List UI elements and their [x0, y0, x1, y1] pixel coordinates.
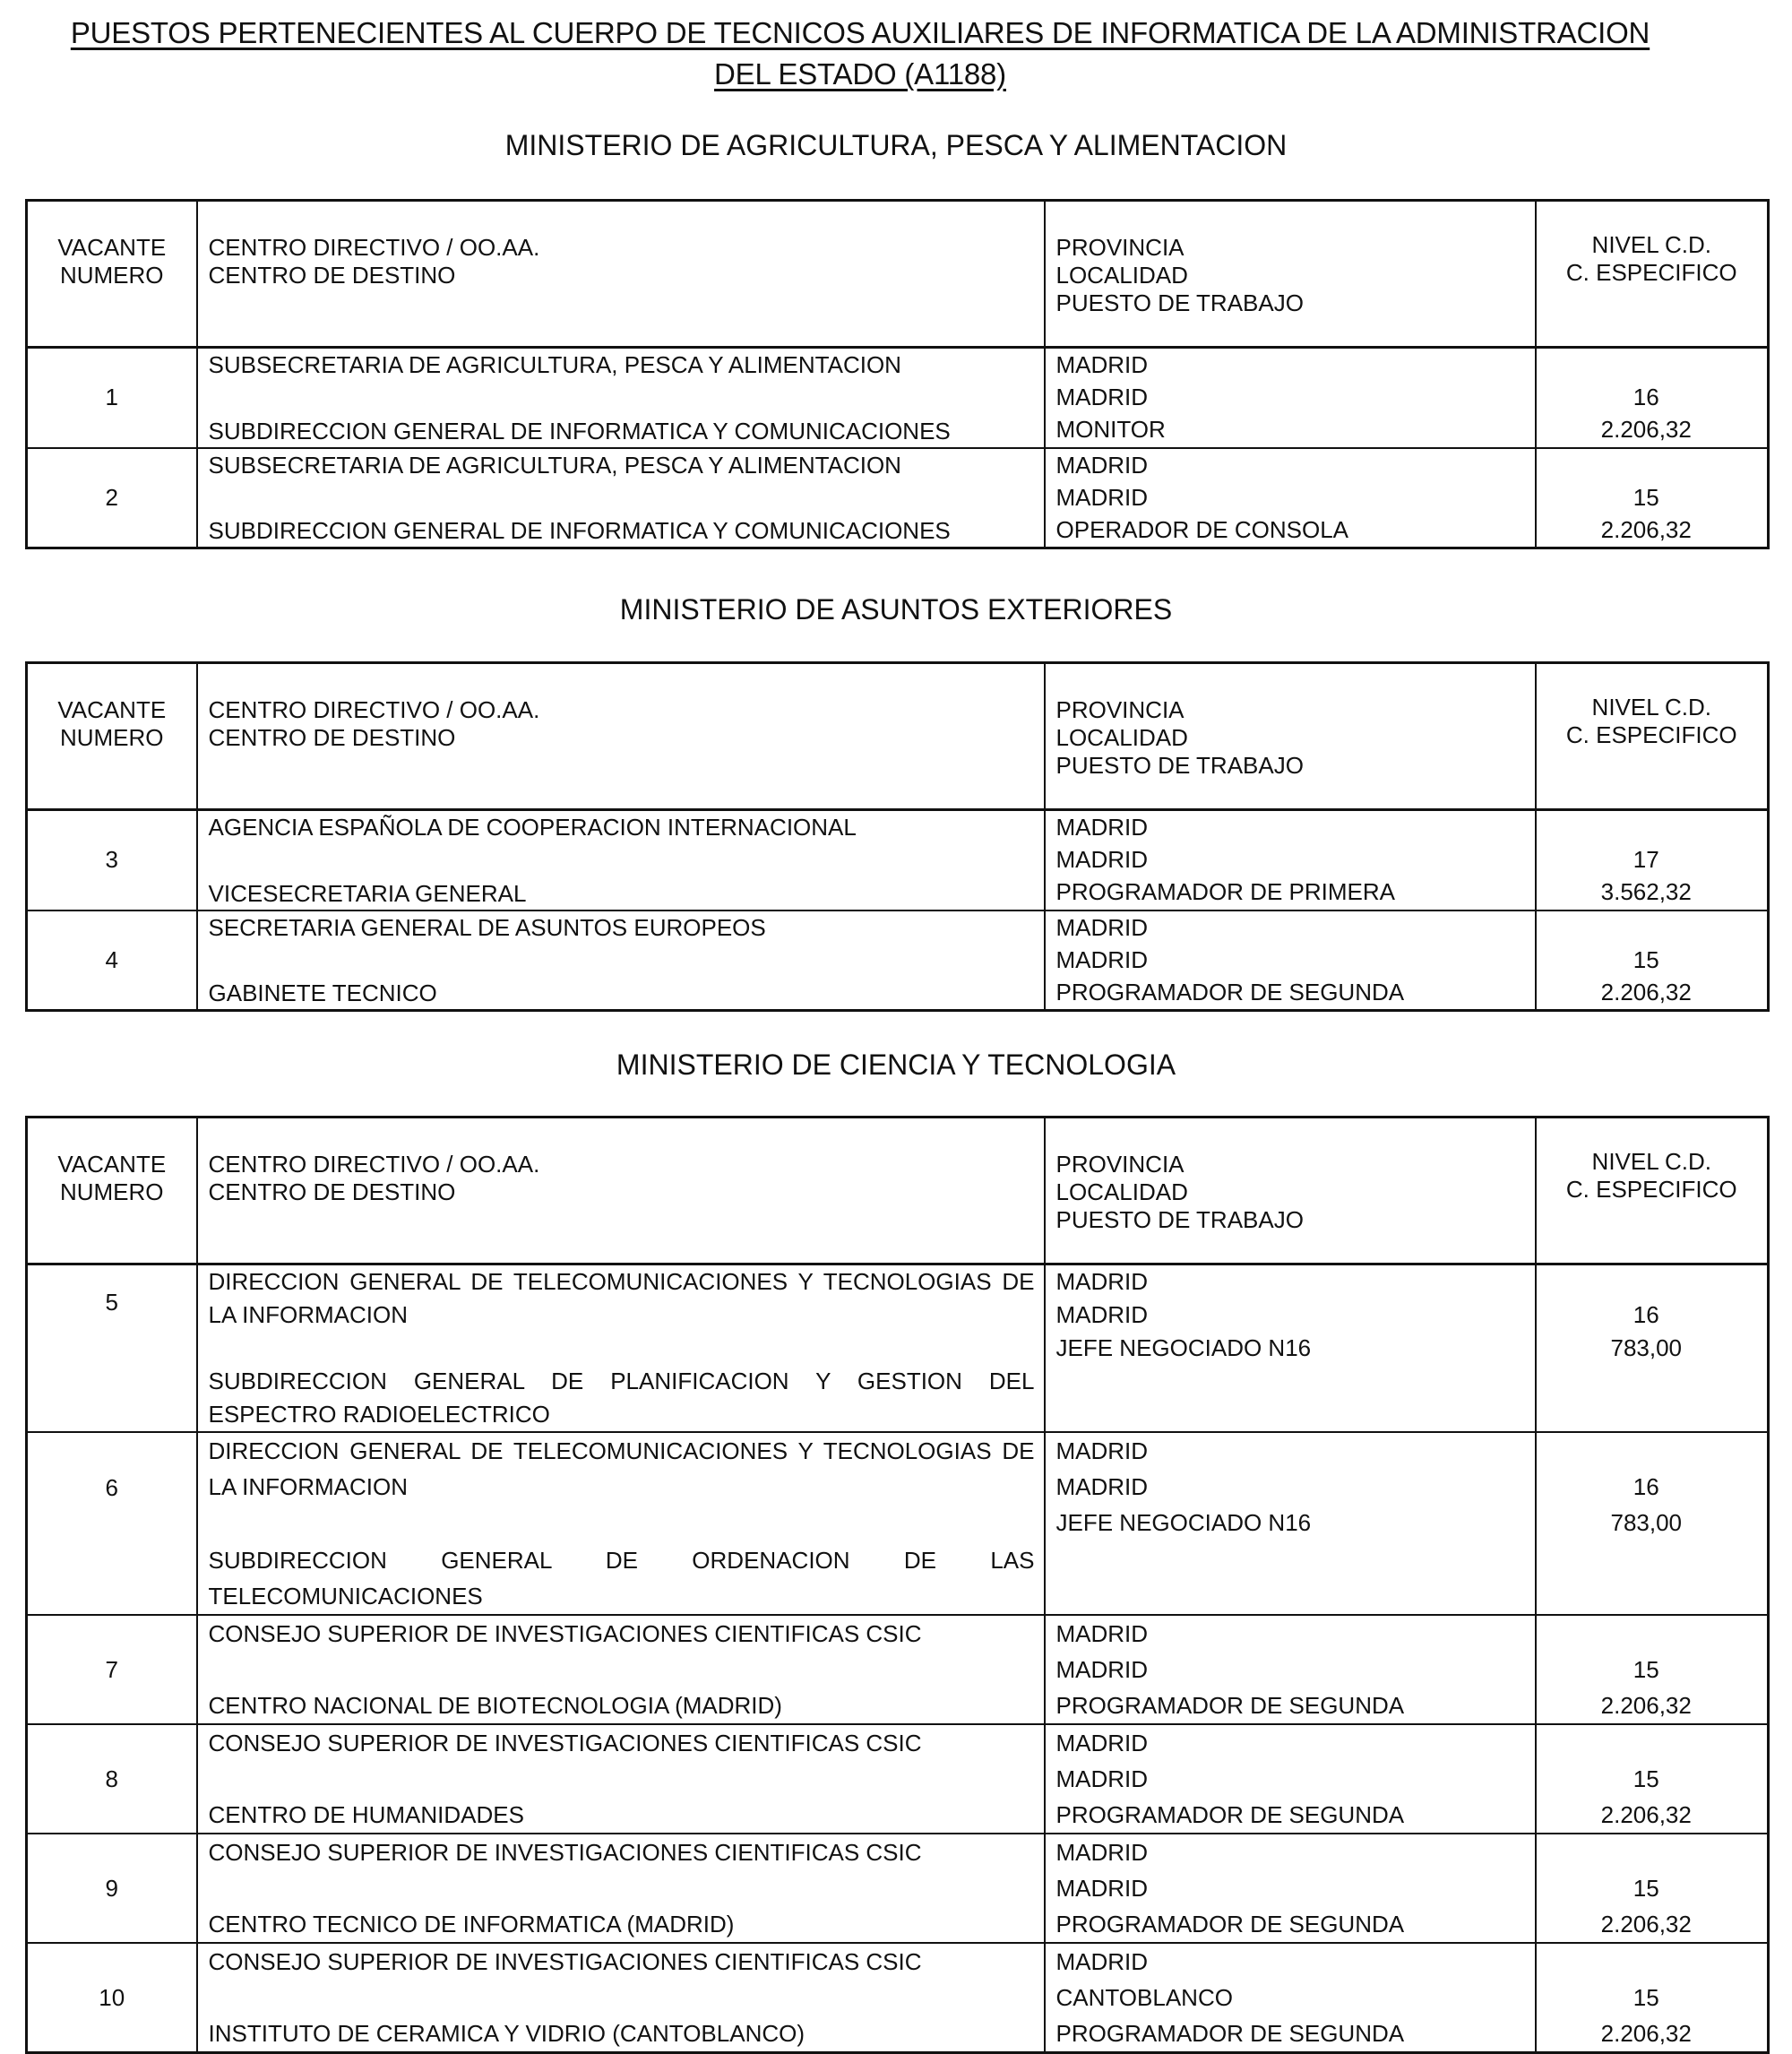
nivel-cell [1536, 1432, 1769, 1615]
table-row [27, 348, 1769, 448]
header-provincia: PROVINCIA LOCALIDAD PUESTO DE TRABAJO [1045, 201, 1536, 348]
centro-destino: VICESECRETARIA GENERAL [208, 879, 527, 907]
centro-directivo: SUBSECRETARIA DE AGRICULTURA, PESCA Y ALIMENTACION [208, 451, 901, 479]
ministry-heading: MINISTERIO DE CIENCIA Y TECNOLOGIA [616, 1049, 1176, 1081]
nivel-cell [1536, 810, 1769, 910]
centro-cell [197, 1432, 1045, 1615]
header-nivel: NIVEL C.D. C. ESPECIFICO [1536, 663, 1769, 810]
provincia: MADRID [1055, 814, 1149, 841]
provincia-cell [1045, 1432, 1536, 1615]
nivel-cd: 17 [1633, 846, 1659, 873]
header-vacante: VACANTE NUMERO [27, 1118, 197, 1264]
complemento-especifico: 2.206,32 [1600, 1911, 1692, 1937]
nivel-cell [1536, 448, 1769, 548]
header-centro: CENTRO DIRECTIVO / OO.AA. CENTRO DE DESTINO [197, 663, 1045, 810]
vacante-numero: 9 [27, 1834, 197, 1943]
provincia-cell [1045, 1724, 1536, 1834]
ministry-heading: MINISTERIO DE ASUNTOS EXTERIORES [619, 593, 1173, 626]
table-row [27, 1264, 1769, 1433]
centro-destino: INSTITUTO DE CERAMICA Y VIDRIO (CANTOBLANCO) [208, 2020, 806, 2047]
table-row [27, 1432, 1769, 1615]
provincia-cell [1045, 1264, 1536, 1433]
puesto-trabajo: PROGRAMADOR DE SEGUNDA [1055, 1692, 1405, 1719]
vacancies-table-agricultura [25, 199, 1770, 549]
puesto-trabajo: PROGRAMADOR DE SEGUNDA [1055, 2020, 1405, 2047]
complemento-especifico: 2.206,32 [1600, 1692, 1692, 1719]
centro-cell [197, 1724, 1045, 1834]
nivel-cd: 15 [1633, 1765, 1659, 1792]
document-title [36, 13, 1684, 95]
nivel-cd: 15 [1633, 945, 1659, 973]
centro-cell [197, 810, 1045, 910]
table-header-row [27, 201, 1769, 348]
puesto-trabajo: JEFE NEGOCIADO N16 [1055, 1509, 1312, 1536]
puesto-trabajo: PROGRAMADOR DE PRIMERA [1055, 878, 1395, 905]
provincia-cell [1045, 1615, 1536, 1724]
complemento-especifico: 783,00 [1610, 1509, 1683, 1536]
complemento-especifico: 2.206,32 [1600, 978, 1692, 1005]
table-header-row [27, 663, 1769, 810]
nivel-cd: 15 [1633, 1984, 1659, 2011]
provincia: MADRID [1055, 1620, 1149, 1647]
provincia: MADRID [1055, 1730, 1149, 1756]
centro-directivo: SUBSECRETARIA DE AGRICULTURA, PESCA Y ALIMENTACION [208, 351, 901, 378]
centro-directivo-cont: LA INFORMACION [208, 1473, 408, 1500]
nivel-cell [1536, 1834, 1769, 1943]
header-centro: CENTRO DIRECTIVO / OO.AA. CENTRO DE DESTINO [197, 201, 1045, 348]
centro-directivo: DIRECCION GENERAL DE TELECOMUNICACIONES Y TECNOLOGIAS DE [208, 1437, 1035, 1464]
nivel-cell [1536, 1943, 1769, 2053]
centro-cell [197, 448, 1045, 548]
localidad: MADRID [1055, 1473, 1149, 1500]
vacante-numero: 4 [27, 910, 197, 1011]
table-row [27, 1615, 1769, 1724]
centro-destino: SUBDIRECCION GENERAL DE ORDENACION DE LAS [208, 1547, 1035, 1574]
centro-cell [197, 910, 1045, 1011]
provincia: MADRID [1055, 1268, 1149, 1295]
centro-directivo: DIRECCION GENERAL DE TELECOMUNICACIONES Y TECNOLOGIAS DE [208, 1268, 1035, 1295]
centro-directivo: CONSEJO SUPERIOR DE INVESTIGACIONES CIENTIFICAS CSIC [208, 1730, 922, 1756]
centro-destino: GABINETE TECNICO [208, 980, 437, 1006]
centro-destino: CENTRO TECNICO DE INFORMATICA (MADRID) [208, 1911, 735, 1937]
localidad: MADRID [1055, 384, 1149, 410]
complemento-especifico: 2.206,32 [1600, 416, 1692, 443]
puesto-trabajo: JEFE NEGOCIADO N16 [1055, 1334, 1312, 1361]
centro-destino: SUBDIRECCION GENERAL DE INFORMATICA Y COMUNICACIONES [208, 417, 951, 444]
localidad: MADRID [1055, 1875, 1149, 1902]
centro-directivo: SECRETARIA GENERAL DE ASUNTOS EUROPEOS [208, 913, 766, 941]
provincia: MADRID [1055, 451, 1149, 479]
header-provincia: PROVINCIA LOCALIDAD PUESTO DE TRABAJO [1045, 1118, 1536, 1264]
centro-directivo: CONSEJO SUPERIOR DE INVESTIGACIONES CIENTIFICAS CSIC [208, 1948, 922, 1975]
centro-directivo: AGENCIA ESPAÑOLA DE COOPERACION INTERNACIONAL [208, 814, 857, 841]
puesto-trabajo: PROGRAMADOR DE SEGUNDA [1055, 1911, 1405, 1937]
provincia-cell [1045, 1943, 1536, 2053]
localidad: CANTOBLANCO [1055, 1984, 1233, 2011]
table-row [27, 1943, 1769, 2053]
table-row [27, 1724, 1769, 1834]
vacante-numero: 3 [27, 810, 197, 910]
vacante-numero: 8 [27, 1724, 197, 1834]
nivel-cell [1536, 910, 1769, 1011]
table-row [27, 448, 1769, 548]
centro-destino-cont: TELECOMUNICACIONES [208, 1583, 483, 1610]
puesto-trabajo: OPERADOR DE CONSOLA [1055, 515, 1349, 543]
nivel-cd: 16 [1633, 384, 1659, 410]
vacancies-table-exteriores [25, 661, 1770, 1012]
centro-destino: SUBDIRECCION GENERAL DE INFORMATICA Y COMUNICACIONES [208, 517, 951, 544]
nivel-cd: 16 [1633, 1301, 1659, 1328]
nivel-cd: 15 [1633, 1656, 1659, 1683]
complemento-especifico: 2.206,32 [1600, 1801, 1692, 1828]
provincia-cell [1045, 1834, 1536, 1943]
centro-cell [197, 348, 1045, 448]
provincia: MADRID [1055, 351, 1149, 378]
centro-cell [197, 1615, 1045, 1724]
centro-directivo: CONSEJO SUPERIOR DE INVESTIGACIONES CIENTIFICAS CSIC [208, 1839, 922, 1866]
header-centro: CENTRO DIRECTIVO / OO.AA. CENTRO DE DESTINO [197, 1118, 1045, 1264]
vacancies-table-ciencia [25, 1116, 1770, 2054]
vacante-numero: 1 [27, 348, 197, 448]
vacante-numero: 5 [27, 1264, 197, 1433]
document-title-line-1: PUESTOS PERTENECIENTES AL CUERPO DE TECNICOS AUXILIARES DE INFORMATICA DE LA ADMINISTRACION [70, 16, 1650, 49]
vacante-numero: 6 [27, 1432, 197, 1615]
vacante-numero: 10 [27, 1943, 197, 2053]
nivel-cell [1536, 348, 1769, 448]
puesto-trabajo: PROGRAMADOR DE SEGUNDA [1055, 978, 1405, 1005]
table-row [27, 910, 1769, 1011]
puesto-trabajo: MONITOR [1055, 416, 1166, 443]
centro-cell [197, 1264, 1045, 1433]
provincia-cell [1045, 810, 1536, 910]
vacante-numero: 2 [27, 448, 197, 548]
vacante-numero: 7 [27, 1615, 197, 1724]
table-header-row [27, 1118, 1769, 1264]
table-row [27, 810, 1769, 910]
provincia-cell [1045, 348, 1536, 448]
centro-cell [197, 1834, 1045, 1943]
nivel-cd: 16 [1633, 1473, 1659, 1500]
centro-cell [197, 1943, 1045, 2053]
centro-directivo-cont: LA INFORMACION [208, 1301, 408, 1328]
puesto-trabajo: PROGRAMADOR DE SEGUNDA [1055, 1801, 1405, 1828]
centro-destino-cont: ESPECTRO RADIOELECTRICO [208, 1401, 550, 1428]
header-nivel: NIVEL C.D. C. ESPECIFICO [1536, 1118, 1769, 1264]
nivel-cell [1536, 1615, 1769, 1724]
document-title-line-2: DEL ESTADO (A1188) [714, 57, 1006, 91]
complemento-especifico: 3.562,32 [1600, 878, 1692, 905]
complemento-especifico: 2.206,32 [1600, 2020, 1692, 2047]
header-nivel: NIVEL C.D. C. ESPECIFICO [1536, 201, 1769, 348]
provincia-cell [1045, 910, 1536, 1011]
table-row [27, 1834, 1769, 1943]
localidad: MADRID [1055, 1301, 1149, 1328]
provincia: MADRID [1055, 1948, 1149, 1975]
nivel-cd: 15 [1633, 483, 1659, 511]
provincia: MADRID [1055, 1437, 1149, 1464]
provincia: MADRID [1055, 913, 1149, 941]
centro-directivo: CONSEJO SUPERIOR DE INVESTIGACIONES CIENTIFICAS CSIC [208, 1620, 922, 1647]
complemento-especifico: 2.206,32 [1600, 515, 1692, 543]
localidad: MADRID [1055, 1656, 1149, 1683]
provincia-cell [1045, 448, 1536, 548]
localidad: MADRID [1055, 846, 1149, 873]
header-provincia: PROVINCIA LOCALIDAD PUESTO DE TRABAJO [1045, 663, 1536, 810]
centro-destino: SUBDIRECCION GENERAL DE PLANIFICACION Y GESTION DEL [208, 1368, 1035, 1394]
nivel-cell [1536, 1264, 1769, 1433]
ministry-heading: MINISTERIO DE AGRICULTURA, PESCA Y ALIMENTACION [504, 129, 1288, 161]
nivel-cell [1536, 1724, 1769, 1834]
centro-destino: CENTRO DE HUMANIDADES [208, 1801, 524, 1828]
provincia: MADRID [1055, 1839, 1149, 1866]
localidad: MADRID [1055, 483, 1149, 511]
centro-destino: CENTRO NACIONAL DE BIOTECNOLOGIA (MADRID) [208, 1692, 782, 1719]
nivel-cd: 15 [1633, 1875, 1659, 1902]
localidad: MADRID [1055, 945, 1149, 973]
localidad: MADRID [1055, 1765, 1149, 1792]
header-vacante: VACANTE NUMERO [27, 201, 197, 348]
header-vacante: VACANTE NUMERO [27, 663, 197, 810]
complemento-especifico: 783,00 [1610, 1334, 1683, 1361]
